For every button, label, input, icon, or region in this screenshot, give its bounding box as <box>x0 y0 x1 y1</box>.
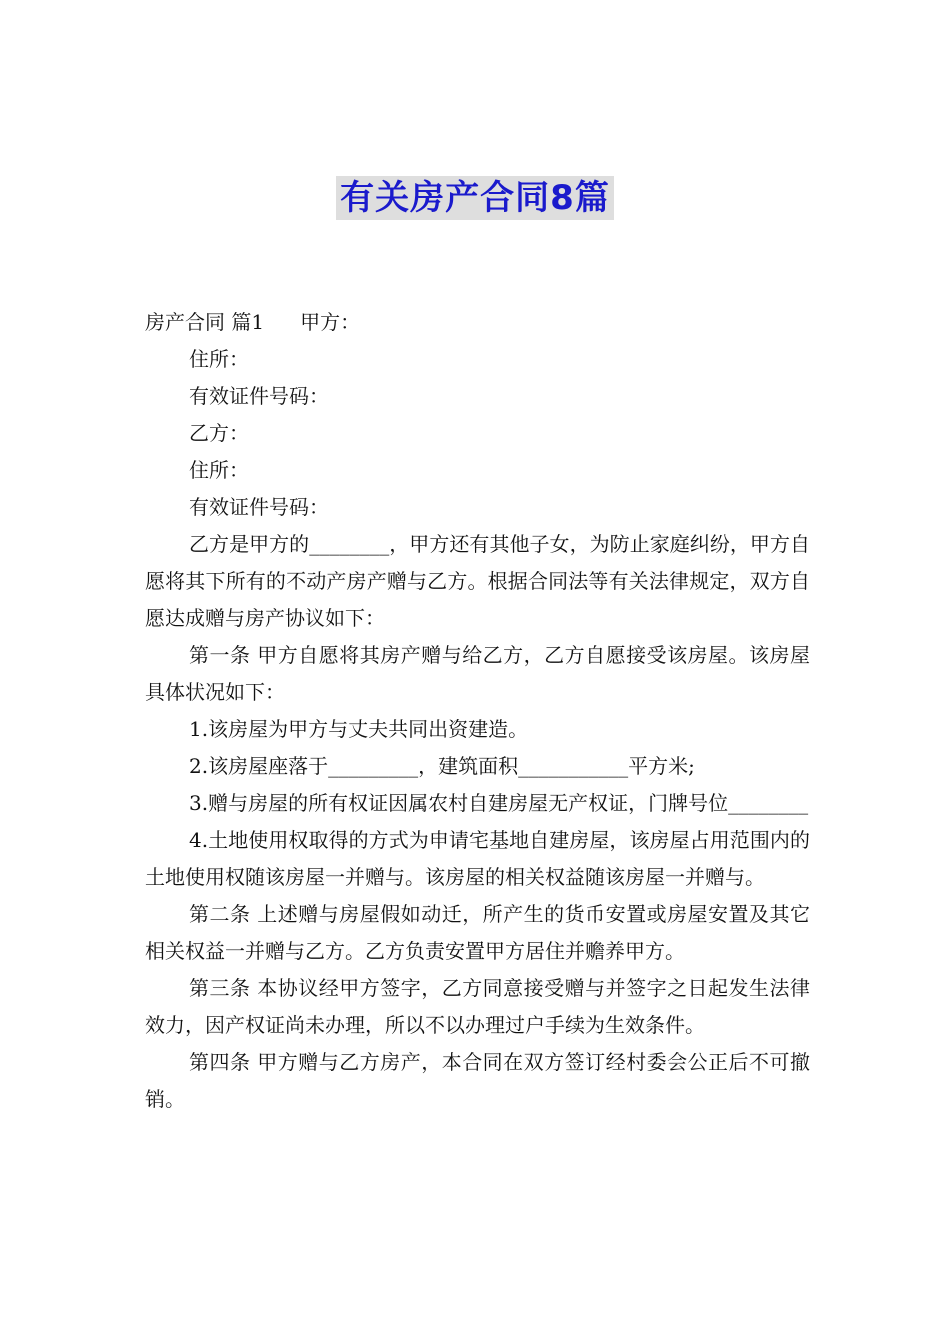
section-heading: 房产合同 篇1 <box>145 310 265 334</box>
paragraph: 第三条 本协议经甲方签字，乙方同意接受赠与并签字之日起发生法律效力，因产权证尚未办理，所以不以办理过户手续为生效条件。 <box>145 976 810 1037</box>
paragraph: 有效证件号码： <box>189 495 329 519</box>
party-a-label: 甲方： <box>300 310 361 334</box>
paragraph: 第二条 上述赠与房屋假如动迁，所产生的货币安置或房屋安置及其它相关权益一并赠与乙方。乙方负责安置甲方居住并赡养甲方。 <box>145 902 810 963</box>
first-line <box>145 304 810 341</box>
title-container <box>0 176 950 220</box>
paragraph: 1.该房屋为甲方与丈夫共同出资建造。 <box>189 717 529 741</box>
paragraph: 住所： <box>189 347 249 371</box>
paragraph: 乙方： <box>189 421 249 445</box>
paragraph: 乙方是甲方的________，甲方还有其他子女，为防止家庭纠纷，甲方自愿将其下所有的不动产房产赠与乙方。根据合同法等有关法律规定，双方自愿达成赠与房产协议如下： <box>145 532 810 630</box>
paragraph: 有效证件号码： <box>189 384 329 408</box>
paragraph: 第一条 甲方自愿将其房产赠与给乙方，乙方自愿接受该房屋。该房屋具体状况如下： <box>145 643 810 704</box>
paragraph: 4.土地使用权取得的方式为申请宅基地自建房屋，该房屋占用范围内的土地使用权随该房屋一并赠与。该房屋的相关权益随该房屋一并赠与。 <box>145 828 810 889</box>
document-title: 有关房产合同8篇 <box>336 176 614 220</box>
paragraph: 住所： <box>189 458 249 482</box>
paragraph: 2.该房屋座落于_________，建筑面积___________平方米; <box>189 754 695 778</box>
paragraph: 3.赠与房屋的所有权证因属农村自建房屋无产权证，门牌号位________ <box>189 791 809 815</box>
document-body <box>145 304 810 1118</box>
paragraph: 第四条 甲方赠与乙方房产，本合同在双方签订经村委会公正后不可撤销。 <box>145 1050 810 1111</box>
